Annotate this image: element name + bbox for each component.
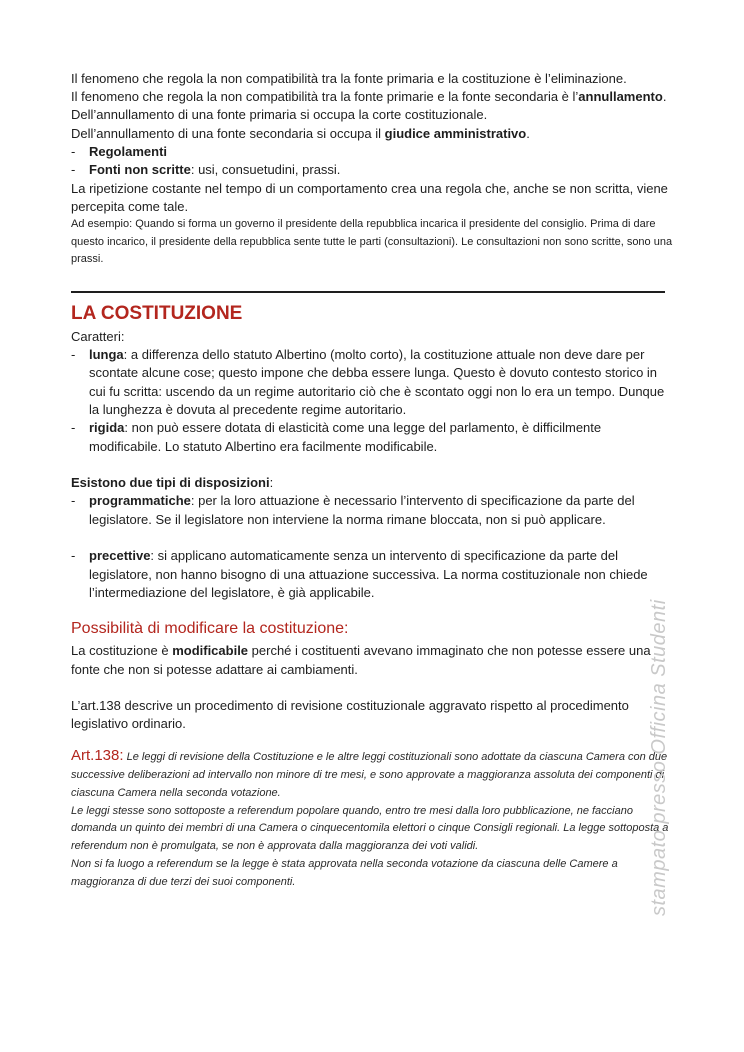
intro-line-5: La ripetizione costante nel tempo di un comportamento crea una regola che, anche se non scritta, viene percepita come tale. <box>71 180 668 214</box>
modifica-paragraph-1: La costituzione è modificabile perché i costituenti avevano immaginato che non potesse essere una fonte che non si potesse adattare ai cambiamenti. <box>71 643 651 677</box>
modifica-heading: Possibilità di modificare la costituzione: <box>71 620 349 638</box>
list-item: - lunga: a differenza dello statuto Albertino (molto corto), la costituzione attuale non deve dare per scontate alcune cose; questo impone che debba essere lunga. Questo è dovuto contesto storico in cui fu scritta: uscendo da un regime autoritario ciò che è scontato oggi non lo era un tempo. Dunque la lunghezza è dovuta al precedente regime autoritario. <box>71 346 665 417</box>
intro-bullets <box>71 143 673 180</box>
list-item: - precettive: si applicano automaticamente senza un intervento di specificazione da parte del legislatore, non hanno bisogno di una attuazione successiva. La norma costituzionale non chiede l’intermediazione del legislatore, è già applicabile. <box>71 548 648 600</box>
intro-line-2: Il fenomeno che regola la non compatibilità tra la fonte primarie e la fonte secondaria è l’annullamento. <box>71 89 667 105</box>
intro-line-4: Dell’annullamento di una fonte secondaria si occupa il giudice amministrativo. <box>71 125 530 141</box>
intro-line-1: Il fenomeno che regola la non compatibilità tra la fonte primaria e la costituzione è l’eliminazione. <box>71 71 627 86</box>
caratteri-list <box>71 346 673 456</box>
list-item: - Fonti non scritte: usi, consuetudini, prassi. <box>71 162 341 178</box>
annullamento-bold: annullamento <box>578 89 663 105</box>
giudice-bold: giudice amministrativo <box>384 125 527 141</box>
disposizioni-heading: Esistono due tipi di disposizioni: <box>71 475 274 491</box>
watermark: stampato presso Officina Studenti <box>648 599 670 916</box>
list-item: - Regolamenti <box>71 143 168 159</box>
section-divider <box>71 291 665 293</box>
example-text: Ad esempio: Quando si forma un governo il presidente della repubblica incarica il presidente del consiglio. Prima di dare questo incarico, il presidente della repubblica sente tutte le parti (consultazioni). Le consultazioni non sono scritte, sono una prassi. <box>71 218 673 266</box>
modifica-paragraph-2: L’art.138 descrive un procedimento di revisione costituzionale aggravato rispetto al procedimento legislativo ordinario. <box>71 697 629 732</box>
list-item: - programmatiche: per la loro attuazione è necessario l’intervento di specificazione da parte del legislatore. Se il legislatore non interviene la norma rimane bloccata, non si può applicare. <box>71 493 635 527</box>
disposizioni-list <box>71 492 673 602</box>
art138-paragraph-3: Non si fa luogo a referendum se la legge è stata approvata nella seconda votazione da ciascuna delle Camere a maggioranza di due terzi dei suoi componenti. <box>71 858 618 888</box>
list-item: - rigida: non può essere dotata di elasticità come una legge del parlamento, è difficilmente modificabile. Lo statuto Albertino era facilmente modificabile. <box>71 420 602 454</box>
document-page <box>71 70 673 892</box>
intro-line-3: Dell’annullamento di una fonte primaria si occupa la corte costituzionale. <box>71 107 488 123</box>
art138-paragraph-2: Le leggi stesse sono sottoposte a referendum popolare quando, entro tre mesi dalla loro pubblicazione, ne facciano domanda un quinto dei membri di una Camera o cinquecentomila elettori o cinque Consigli regionali. La legge sottoposta a referendum non è promulgata, se non è approvata dalla maggioranza dei voti validi. <box>71 804 669 853</box>
section-title: LA COSTITUZIONE <box>71 302 243 324</box>
art138-block: Art.138: Le leggi di revisione della Costituzione e le altre leggi costituzionali sono adottate da ciascuna Camera con due successive deliberazioni ad intervallo non minore di tre mesi, e sono approvate a maggioranza assoluta dei componenti di ciascuna Camera nella seconda votazione. <box>71 747 668 799</box>
caratteri-label: Caratteri: <box>71 328 125 344</box>
art138-title: Art.138: <box>71 747 124 765</box>
